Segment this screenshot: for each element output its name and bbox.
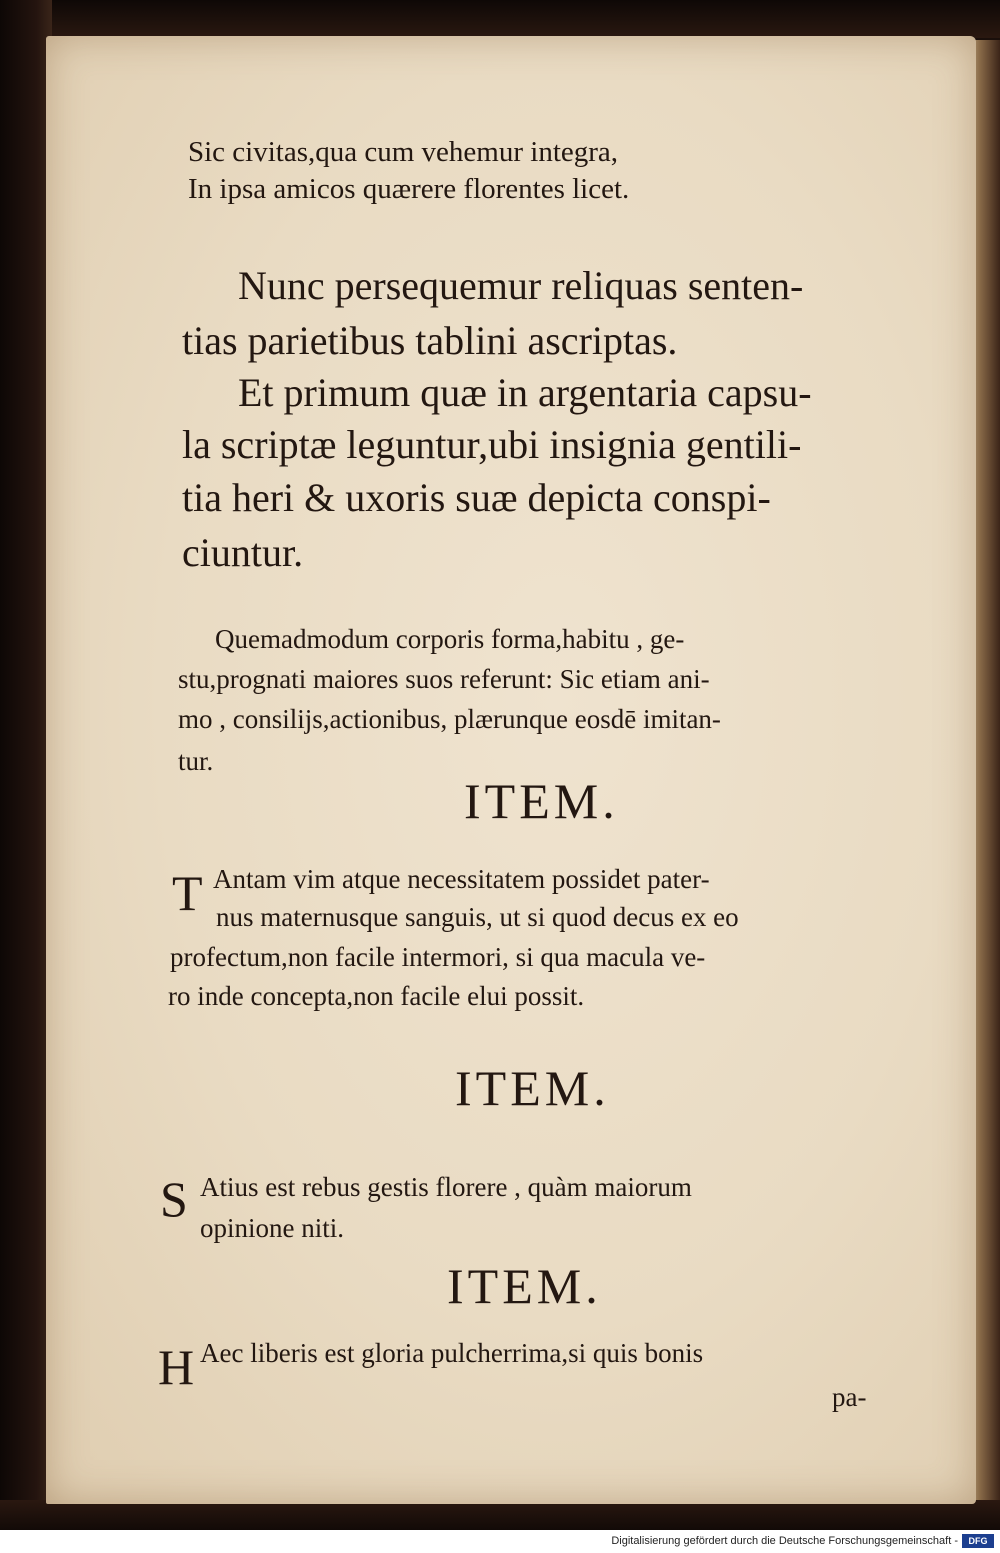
sentence3-line-2: opinione niti. — [200, 1213, 344, 1243]
intro-line-5: tia heri & uxoris suæ depicta conspi- — [182, 475, 771, 520]
sentence2-line-3: profectum,non facile intermori, si qua macula ve- — [170, 942, 706, 972]
footer-credit-text: Digitalisierung gefördert durch die Deutsche Forschungsgemeinschaft - — [611, 1535, 958, 1547]
book-binding-left — [0, 0, 52, 1553]
digitization-footer — [0, 1530, 1000, 1553]
sentence2-line-2: nus maternusque sanguis, ut si quod decus ex eo — [216, 902, 739, 932]
book-binding-bottom — [0, 1500, 1000, 1530]
sentence2-line-1: Antam vim atque necessitatem possidet pater- — [213, 864, 710, 894]
item-heading-2: ITEM. — [455, 1060, 610, 1116]
drop-capital-s: S — [160, 1171, 188, 1227]
intro-line-2: tias parietibus tablini ascriptas. — [182, 318, 678, 363]
sentence2-line-4: ro inde concepta,non facile elui possit. — [168, 981, 585, 1011]
drop-capital-h: H — [158, 1339, 195, 1395]
intro-line-6: ciuntur. — [182, 530, 304, 575]
dfg-logo: DFG — [962, 1534, 994, 1548]
item-heading-1: ITEM. — [464, 773, 619, 829]
drop-capital-t: T — [172, 865, 203, 921]
book-binding-top — [0, 0, 1000, 38]
verse-line-2: In ipsa amicos quærere florentes licet. — [188, 173, 630, 205]
sentence1-line-4: tur. — [178, 746, 214, 776]
sentence4-line-1: Aec liberis est gloria pulcherrima,si quis bonis — [200, 1338, 704, 1368]
sentence1-line-2: stu,prognati maiores suos referunt: Sic etiam ani- — [178, 664, 710, 694]
intro-line-4: la scriptæ leguntur,ubi insignia gentili- — [182, 422, 802, 467]
sentence1-line-1: Quemadmodum corporis forma,habitu , ge- — [215, 624, 685, 654]
sentence1-line-3: mo , consilijs,actionibus, plærunque eosdē imitan- — [178, 704, 721, 734]
catchword: pa- — [832, 1382, 867, 1412]
verse-line-1: Sic civitas,qua cum vehemur integra, — [188, 136, 619, 168]
intro-line-3: Et primum quæ in argentaria capsu- — [238, 370, 812, 415]
sentence3-line-1: Atius est rebus gestis florere , quàm maiorum — [200, 1172, 692, 1202]
intro-line-1: Nunc persequemur reliquas senten- — [238, 263, 804, 308]
item-heading-3: ITEM. — [447, 1258, 602, 1314]
